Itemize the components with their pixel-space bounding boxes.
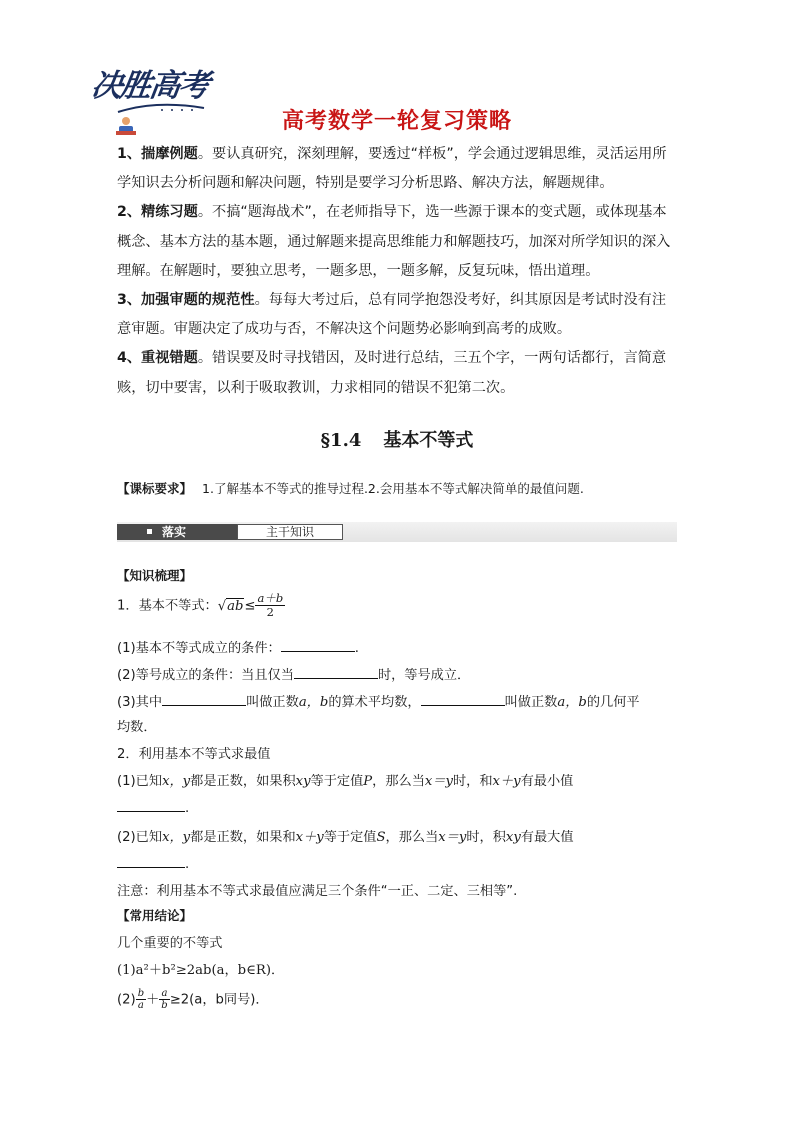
strategy-item: 4、重视错题。错误要及时寻找错因，及时进行总结，三五个字，一两句话都行，言简意赅，切中要害，以利于吸取教训，力求相同的错误不犯第二次。 [117,350,667,396]
requirements-tag: 【课标要求】 [117,481,193,496]
strategy-item: 1、揣摩例题。要认真研究，深刻理解，要透过“样板”，学会通过逻辑思维，灵活运用所学知识去分析问题和解决问题，特别是要学习分析思路、解决方法，解题规律。 [117,146,667,192]
fraction: $\frac{b}{a}$ [137,988,145,1011]
basic-inequality-formula: 1．基本不等式：√ab≤ $\frac{a+b}{2}$ [117,591,284,619]
question-1: (1)基本不等式成立的条件： . [117,637,359,656]
problem-1-answer: . [117,797,189,816]
question-3-cont: 均数． [117,720,157,735]
answer-blank [117,853,185,868]
conclusion-2: (2) $\frac{b}{a}$ ＋ $\frac{a}{b}$ ≥2(a，b同号)． [117,988,269,1011]
fraction: $\frac{a}{b}$ [161,988,168,1011]
conclusion-1: (1)a²＋b²≥2ab(a，b∈R)． [117,963,285,978]
curriculum-requirements [117,479,584,497]
strategy-list [117,140,679,403]
square-bullet-icon [147,529,152,534]
question-2: (2)等号成立的条件：当且仅当 时，等号成立． [117,664,470,683]
strategy-item: 2、精练习题。不搞“题海战术”，在老师指导下，选一些源于课本的变式题，或体现基本概念、基本方法的基本题，通过解题来提高思维能力和解题技巧，加深对所学知识的深入理解。在解题时，要独立思考，一题多思，一题多解，反复玩味，悟出道理。 [117,204,671,279]
section-title [0,426,794,452]
section-number: §1.4 [320,430,362,451]
answer-blank [421,691,505,706]
answer-blank [281,637,355,652]
problem-2-answer: . [117,853,189,872]
requirements-text: 1.了解基本不等式的推导过程.2.会用基本不等式解决简单的最值问题. [202,481,584,496]
answer-blank [117,797,185,812]
sqrt-expression: √ab [217,598,244,614]
item-2-heading: 2．利用基本不等式求最值 [117,747,271,762]
strategy-item: 3、加强审题的规范性。每每大考过后，总有同学抱怨没考好，纠其原因是考试时没有注意审题。审题决定了成功与否，不解决这个问题势必影响到高考的成败。 [117,292,667,338]
knowledge-heading: 【知识梳理】 [117,568,193,583]
note: 注意：利用基本不等式求最值应满足三个条件“一正、二定、三相等”. [117,884,518,899]
conclusions-heading: 【常用结论】 [117,908,193,923]
section-banner [117,522,677,542]
fraction: $\frac{a+b}{2}$ [257,591,284,619]
conclusions-subheading: 几个重要的不等式 [117,936,223,951]
answer-blank [162,691,246,706]
problem-1: (1)已知x，y都是正数，如果积xy等于定值P，那么当x＝y时，和x＋y有最小值 [117,774,574,789]
problem-2: (2)已知x，y都是正数，如果和x＋y等于定值S，那么当x＝y时，积xy有最大值 [117,830,574,845]
banner-light-label: 主干知识 [237,524,343,540]
banner-dark-label: 落实 [117,524,237,540]
section-name: 基本不等式 [383,430,474,451]
question-3: (3)其中 叫做正数a，b的算术平均数， 叫做正数a，b的几何平 [117,691,640,710]
main-title: 高考数学一轮复习策略 [281,109,512,134]
answer-blank [294,664,378,679]
logo-text: 决胜高考 [88,68,211,104]
